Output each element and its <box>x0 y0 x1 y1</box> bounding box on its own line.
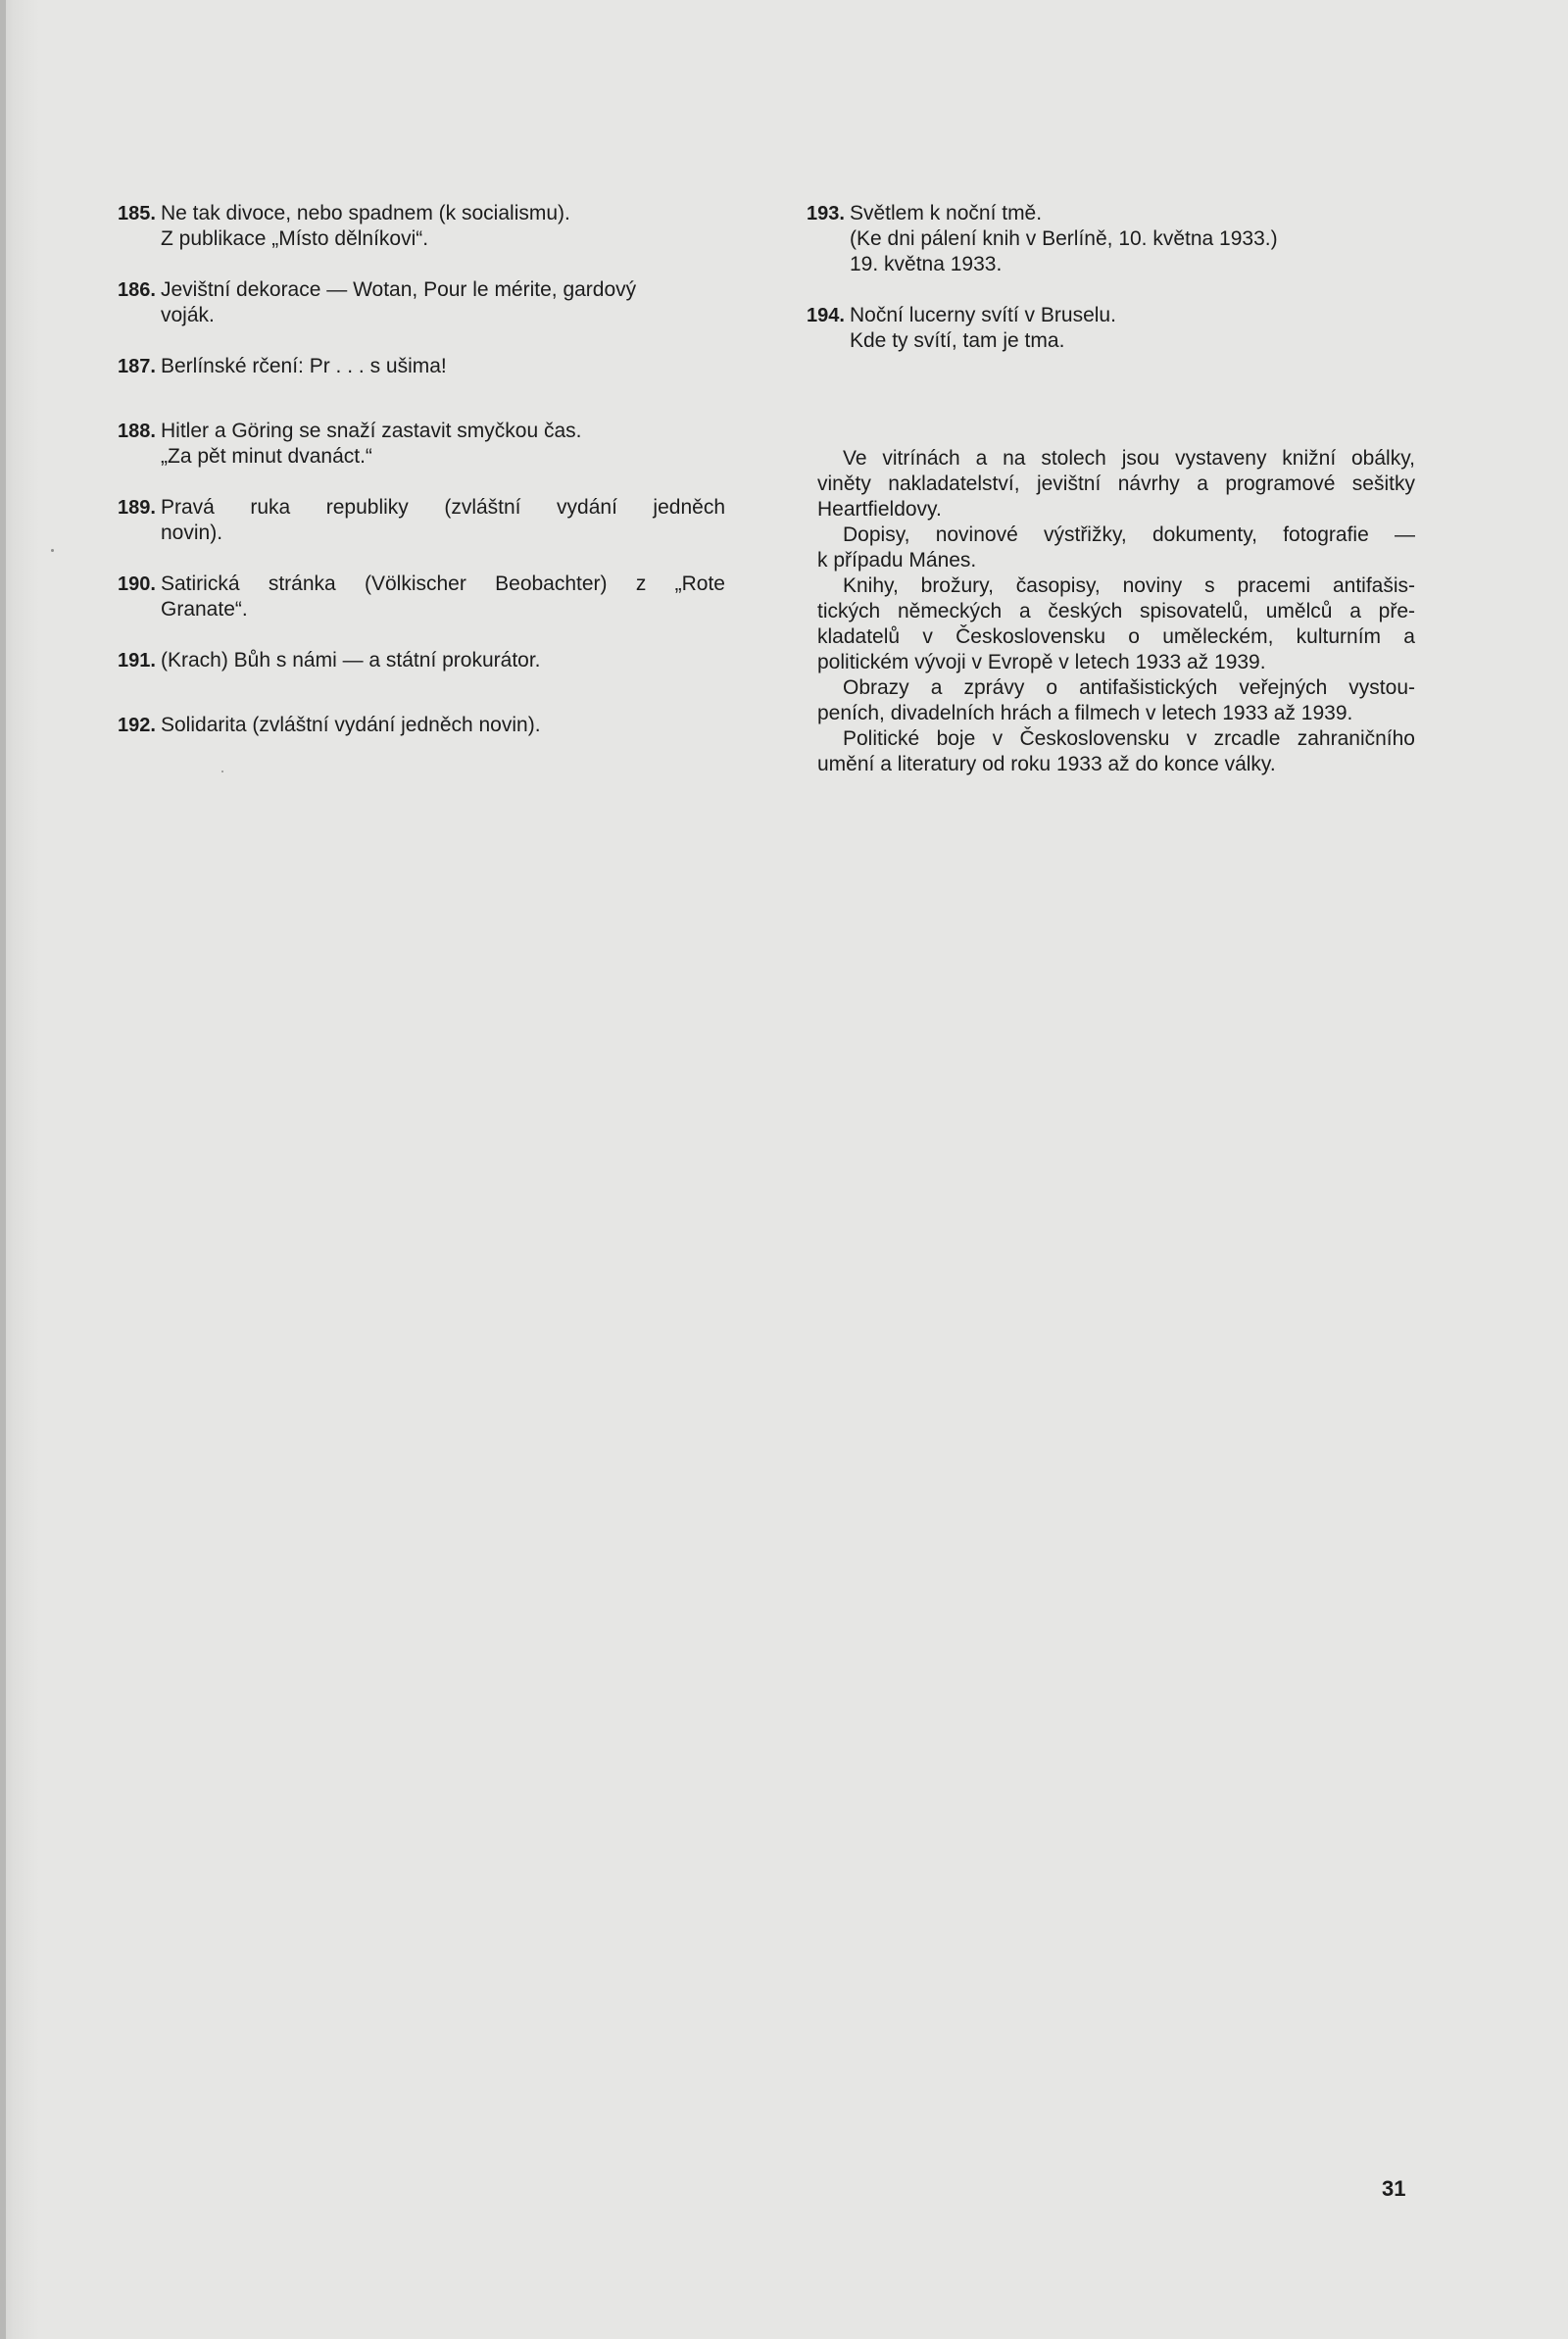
entry-number: 186. <box>118 279 156 301</box>
entry-line: Jevištní dekorace — Wotan, Pour le mérite, gardový <box>161 278 637 301</box>
description-line: Obrazy a zprávy o antifašistických veřejných vystou- <box>843 676 1415 699</box>
exhibition-description <box>792 446 1415 777</box>
description-line: viněty nakladatelství, jevištní návrhy a programové sešitky <box>817 473 1415 495</box>
catalog-entry-194 <box>807 303 1414 354</box>
entry-line: Satirická stránka (Völkischer Beobachter) z „Rote <box>161 572 725 595</box>
description-paragraph <box>792 675 1415 726</box>
entry-line: (Ke dni pálení knih v Berlíně, 10. května 1933.) <box>850 227 1278 250</box>
catalog-entry-192 <box>118 713 725 738</box>
entry-line: Granate“. <box>161 598 248 621</box>
description-line: Dopisy, novinové výstřižky, dokumenty, fotografie — <box>843 523 1415 546</box>
catalog-entry-188 <box>118 419 725 470</box>
entry-number: 192. <box>118 715 156 736</box>
entry-number: 193. <box>807 203 845 224</box>
entry-number: 190. <box>118 573 156 595</box>
entry-line: novin). <box>161 522 223 544</box>
entry-line: Hitler a Göring se snaží zastavit smyčkou čas. <box>161 420 582 442</box>
entry-line: Solidarita (zvláštní vydání jedněch novin). <box>161 714 541 736</box>
page-left-edge <box>0 0 6 2339</box>
entry-line: Ne tak divoce, nebo spadnem (k socialismu). <box>161 202 570 224</box>
description-line: politickém vývoji v Evropě v letech 1933 až 1939. <box>817 651 1266 673</box>
entry-line: (Krach) Bůh s námi — a státní prokurátor. <box>161 649 541 672</box>
description-line: Heartfieldovy. <box>817 498 942 521</box>
catalog-entry-189 <box>118 495 725 546</box>
description-paragraph <box>792 573 1415 675</box>
left-column <box>118 201 725 764</box>
catalog-entry-185 <box>118 201 725 252</box>
description-line: peních, divadelních hrách a filmech v letech 1933 až 1939. <box>817 702 1353 724</box>
entry-number: 189. <box>118 497 156 519</box>
entry-number: 194. <box>807 305 845 326</box>
catalog-entry-187 <box>118 354 725 379</box>
entry-number: 187. <box>118 356 156 377</box>
description-line: Knihy, brožury, časopisy, noviny s pracemi antifašis- <box>843 574 1415 597</box>
paper-speck <box>221 771 223 772</box>
paper-speck <box>51 549 54 552</box>
catalog-entry-193 <box>807 201 1414 277</box>
description-paragraph <box>792 523 1415 573</box>
entry-number: 191. <box>118 650 156 672</box>
description-line: tických německých a českých spisovatelů, umělců a pře- <box>817 600 1415 622</box>
entry-line: Berlínské rčení: Pr . . . s ušima! <box>161 355 447 377</box>
description-line: k případu Mánes. <box>817 549 977 572</box>
description-paragraph <box>792 726 1415 777</box>
description-paragraph <box>792 446 1415 523</box>
page-number: 31 <box>1382 2176 1406 2201</box>
entry-line: „Za pět minut dvanáct.“ <box>161 445 372 468</box>
catalog-entry-191 <box>118 648 725 673</box>
entry-line: voják. <box>161 304 215 326</box>
description-line: Politické boje v Československu v zrcadle zahraničního <box>843 727 1415 750</box>
entry-line: Z publikace „Místo dělníkovi“. <box>161 227 429 250</box>
catalog-entry-190 <box>118 572 725 622</box>
entry-line: 19. května 1933. <box>850 253 1003 275</box>
entry-line: Kde ty svítí, tam je tma. <box>850 329 1065 352</box>
description-line: kladatelů v Československu o uměleckém, kulturním a <box>817 625 1415 648</box>
entry-number: 188. <box>118 421 156 442</box>
description-line: umění a literatury od roku 1933 až do konce války. <box>817 753 1276 775</box>
entry-number: 185. <box>118 203 156 224</box>
description-line: Ve vitrínách a na stolech jsou vystaveny knižní obálky, <box>843 447 1415 470</box>
catalog-entry-186 <box>118 277 725 328</box>
right-column <box>807 201 1414 379</box>
entry-line: Světlem k noční tmě. <box>850 202 1043 224</box>
entry-line: Pravá ruka republiky (zvláštní vydání jedněch <box>161 496 725 519</box>
entry-line: Noční lucerny svítí v Bruselu. <box>850 304 1116 326</box>
